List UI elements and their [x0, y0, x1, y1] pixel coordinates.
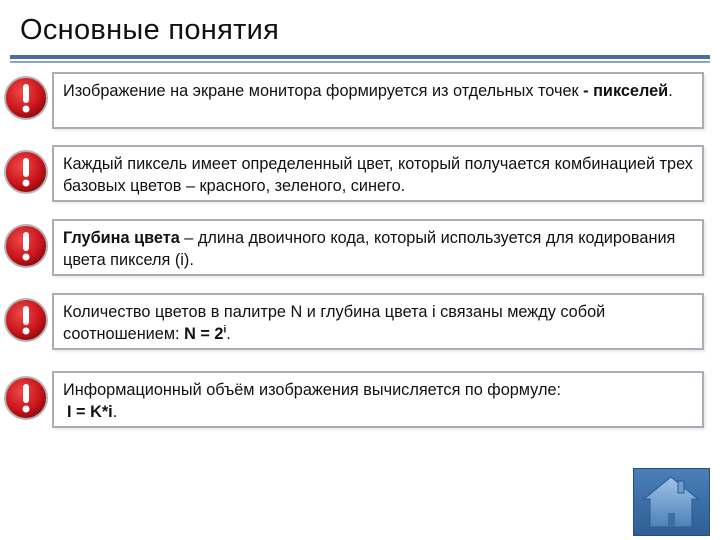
title-underline-thin — [10, 61, 710, 63]
exclamation-icon — [3, 223, 49, 269]
concept-card-palette — [52, 293, 704, 350]
card-text-bold: Глубина цвета — [63, 229, 180, 247]
exclamation-icon — [3, 297, 49, 343]
card-text: . — [668, 82, 673, 100]
exclamation-icon — [3, 149, 49, 195]
card-text: . — [112, 403, 118, 421]
card-text-sup: i — [223, 324, 227, 336]
card-text: Количество цветов в палитре N и глубина цвета i связаны между собой соотношением: — [63, 303, 606, 343]
card-text: Изображение на экране монитора формируется из отдельных точек — [63, 82, 584, 100]
exclamation-icon — [3, 375, 49, 421]
exclamation-icon — [3, 75, 49, 121]
title-underline — [10, 55, 710, 59]
concept-card-pixels — [52, 72, 704, 129]
card-text: Каждый пиксель имеет определенный цвет, который получается комбинацией трех базовых цветов – красного, зеленого, синего. — [63, 155, 693, 195]
concept-card-colors — [52, 145, 704, 202]
card-text-bold: I = K*i — [67, 403, 113, 421]
card-text-bold: - пикселей — [583, 82, 669, 100]
card-text: . — [226, 325, 231, 343]
concept-card-depth — [52, 219, 704, 276]
home-button[interactable] — [633, 468, 710, 536]
card-text: Информационный объём изображения вычисляется по формуле: — [63, 381, 562, 399]
home-icon — [634, 469, 709, 535]
concept-card-volume — [52, 371, 704, 428]
slide-title: Основные понятия — [20, 14, 280, 46]
card-text-bold: N = 2 — [184, 325, 224, 343]
card-text: – длина двоичного кода, который используется для кодирования цвета пикселя (i). — [63, 229, 676, 269]
